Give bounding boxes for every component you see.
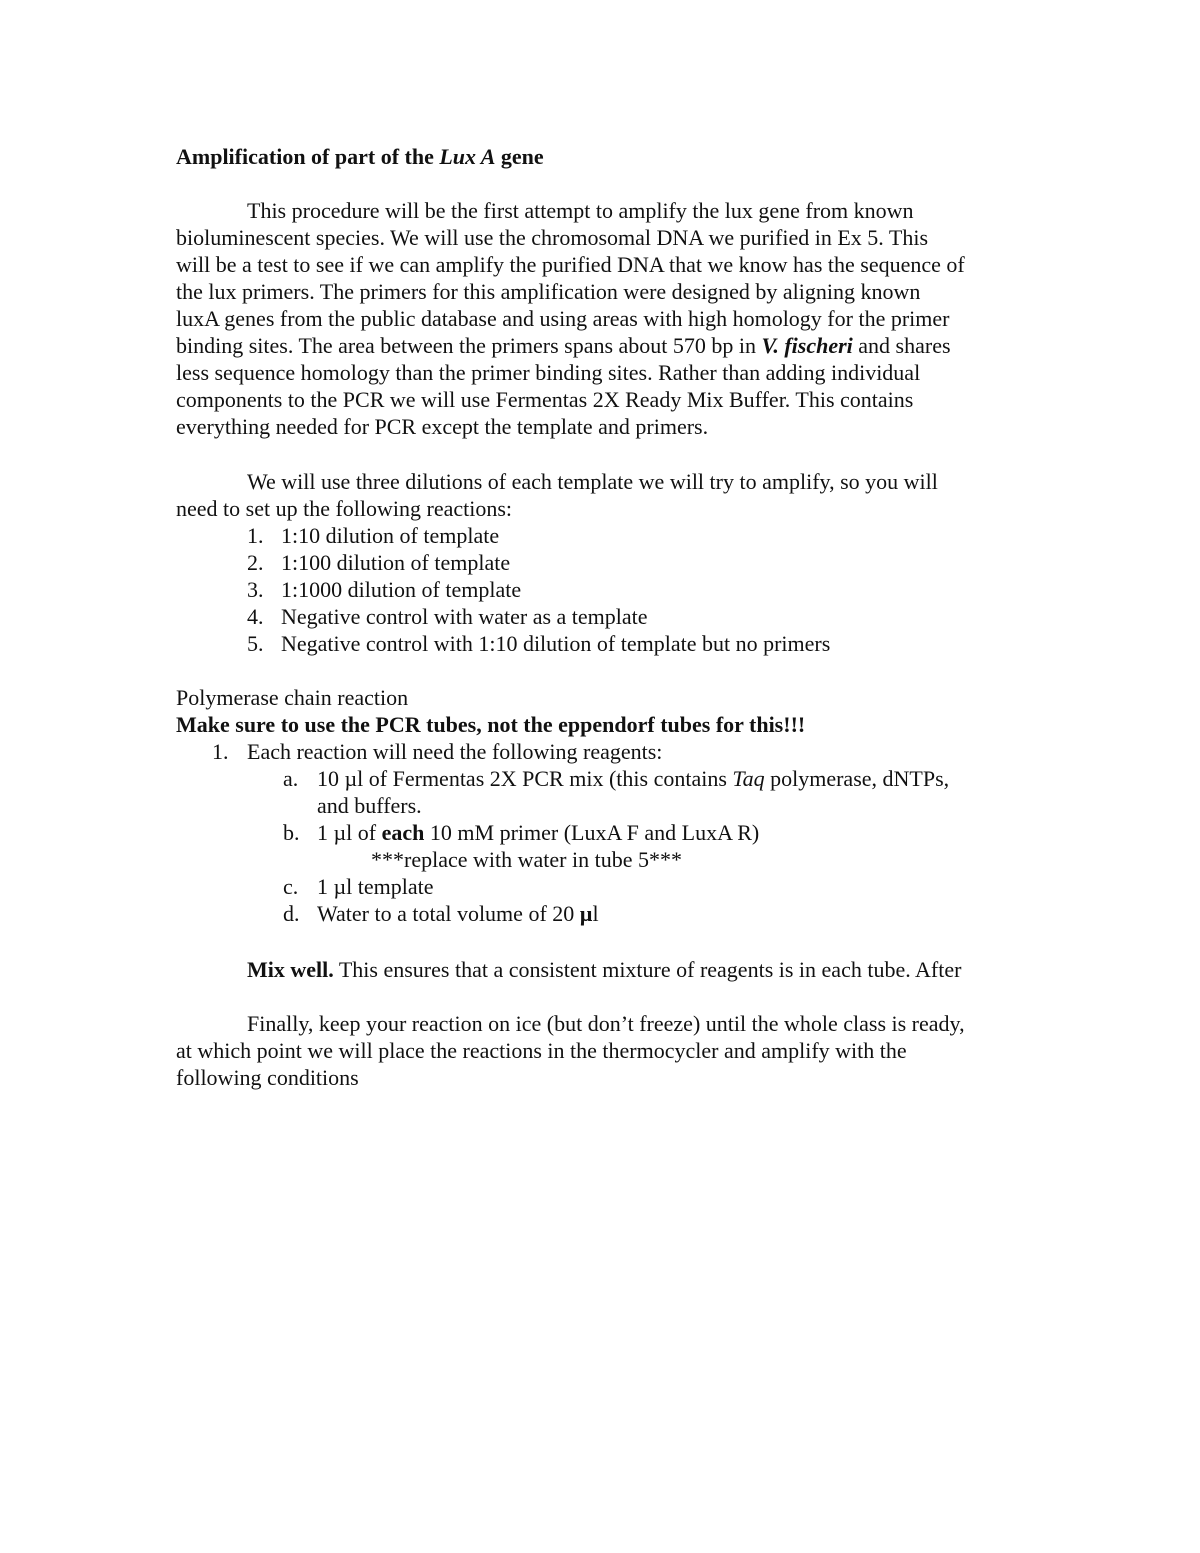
dilution-intro-line-2: need to set up the following reactions: <box>176 496 513 521</box>
reagent-marker: b. <box>283 820 300 845</box>
reagent-text: 1 µl template <box>317 874 434 899</box>
reagent-text-start: Water to a total volume of 20 <box>317 901 580 926</box>
reagent-b-note: ***replace with water in tube 5*** <box>371 847 682 872</box>
intro-line-8: components to the PCR we will use Fermentas 2X Ready Mix Buffer. This contains <box>176 387 914 412</box>
dilution-intro-line-1: We will use three dilutions of each template we will try to amplify, so you will <box>247 469 938 494</box>
intro-line-6 <box>176 332 951 359</box>
reaction-marker: 3. <box>247 577 264 602</box>
pcr-step-1 <box>212 738 662 765</box>
mix-paragraph <box>247 956 961 983</box>
reaction-text: Negative control with 1:10 dilution of template but no primers <box>281 631 831 656</box>
reagent-marker: c. <box>283 874 299 899</box>
taq-name: Taq <box>732 766 765 791</box>
title-text-start: Amplification of part of the <box>176 144 440 169</box>
pcr-warning: Make sure to use the PCR tubes, not the eppendorf tubes for this!!! <box>176 712 806 737</box>
reaction-text: 1:100 dilution of template <box>281 550 511 575</box>
reagent-text-end: polymerase, dNTPs, <box>764 766 950 791</box>
reaction-marker: 1. <box>247 523 264 548</box>
intro-line-9: everything needed for PCR except the template and primers. <box>176 414 709 439</box>
reaction-item-2 <box>247 549 510 576</box>
reaction-item-4 <box>247 603 648 630</box>
reaction-item-3 <box>247 576 521 603</box>
each-emphasis: each <box>381 820 425 845</box>
reagent-marker: d. <box>283 901 300 926</box>
intro-line-6-end: and shares <box>852 333 951 358</box>
reaction-marker: 2. <box>247 550 264 575</box>
intro-line-1: This procedure will be the first attempt to amplify the lux gene from known <box>247 198 914 223</box>
reaction-item-1 <box>247 522 499 549</box>
reagent-marker: a. <box>283 766 299 791</box>
micro-symbol: µ <box>579 901 593 926</box>
reagent-item-d <box>283 900 599 927</box>
step-text: Each reaction will need the following reagents: <box>247 739 663 764</box>
final-line-3: following conditions <box>176 1065 359 1090</box>
pcr-heading: Polymerase chain reaction <box>176 685 409 710</box>
reaction-marker: 4. <box>247 604 264 629</box>
intro-line-3: will be a test to see if we can amplify the purified DNA that we know has the sequence of <box>176 252 965 277</box>
step-marker: 1. <box>212 739 229 764</box>
title-text-end: gene <box>495 144 544 169</box>
mix-emphasis: Mix well. <box>247 957 334 982</box>
intro-line-2: bioluminescent species. We will use the chromosomal DNA we purified in Ex 5. This <box>176 225 929 250</box>
reagent-text-start: 1 µl of <box>317 820 382 845</box>
final-line-2: at which point we will place the reactions in the thermocycler and amplify with the <box>176 1038 907 1063</box>
reaction-text: 1:10 dilution of template <box>281 523 500 548</box>
reaction-item-5 <box>247 630 830 657</box>
intro-line-7: less sequence homology than the primer binding sites. Rather than adding individual <box>176 360 921 385</box>
final-line-1: Finally, keep your reaction on ice (but don’t freeze) until the whole class is ready, <box>247 1011 965 1036</box>
mix-text: This ensures that a consistent mixture of reagents is in each tube. After <box>333 957 962 982</box>
reagent-text-start: 10 µl of Fermentas 2X PCR mix (this contains <box>317 766 733 791</box>
reagent-text-end: 10 mM primer (LuxA F and LuxA R) <box>424 820 760 845</box>
intro-line-6-start: binding sites. The area between the primers spans about 570 bp in <box>176 333 762 358</box>
reagent-item-a <box>283 765 949 792</box>
intro-line-4: the lux primers. The primers for this amplification were designed by aligning known <box>176 279 921 304</box>
title-gene-name: Lux A <box>439 144 496 169</box>
reagent-item-b <box>283 819 759 846</box>
reaction-marker: 5. <box>247 631 264 656</box>
reagent-item-c <box>283 873 434 900</box>
reagent-item-a-continued: and buffers. <box>317 793 422 818</box>
reaction-text: Negative control with water as a template <box>281 604 648 629</box>
reagent-text-end: l <box>592 901 599 926</box>
intro-line-5: luxA genes from the public database and using areas with high homology for the primer <box>176 306 950 331</box>
species-name: V. fischeri <box>761 333 853 358</box>
document-title <box>176 143 544 170</box>
reaction-text: 1:1000 dilution of template <box>281 577 522 602</box>
